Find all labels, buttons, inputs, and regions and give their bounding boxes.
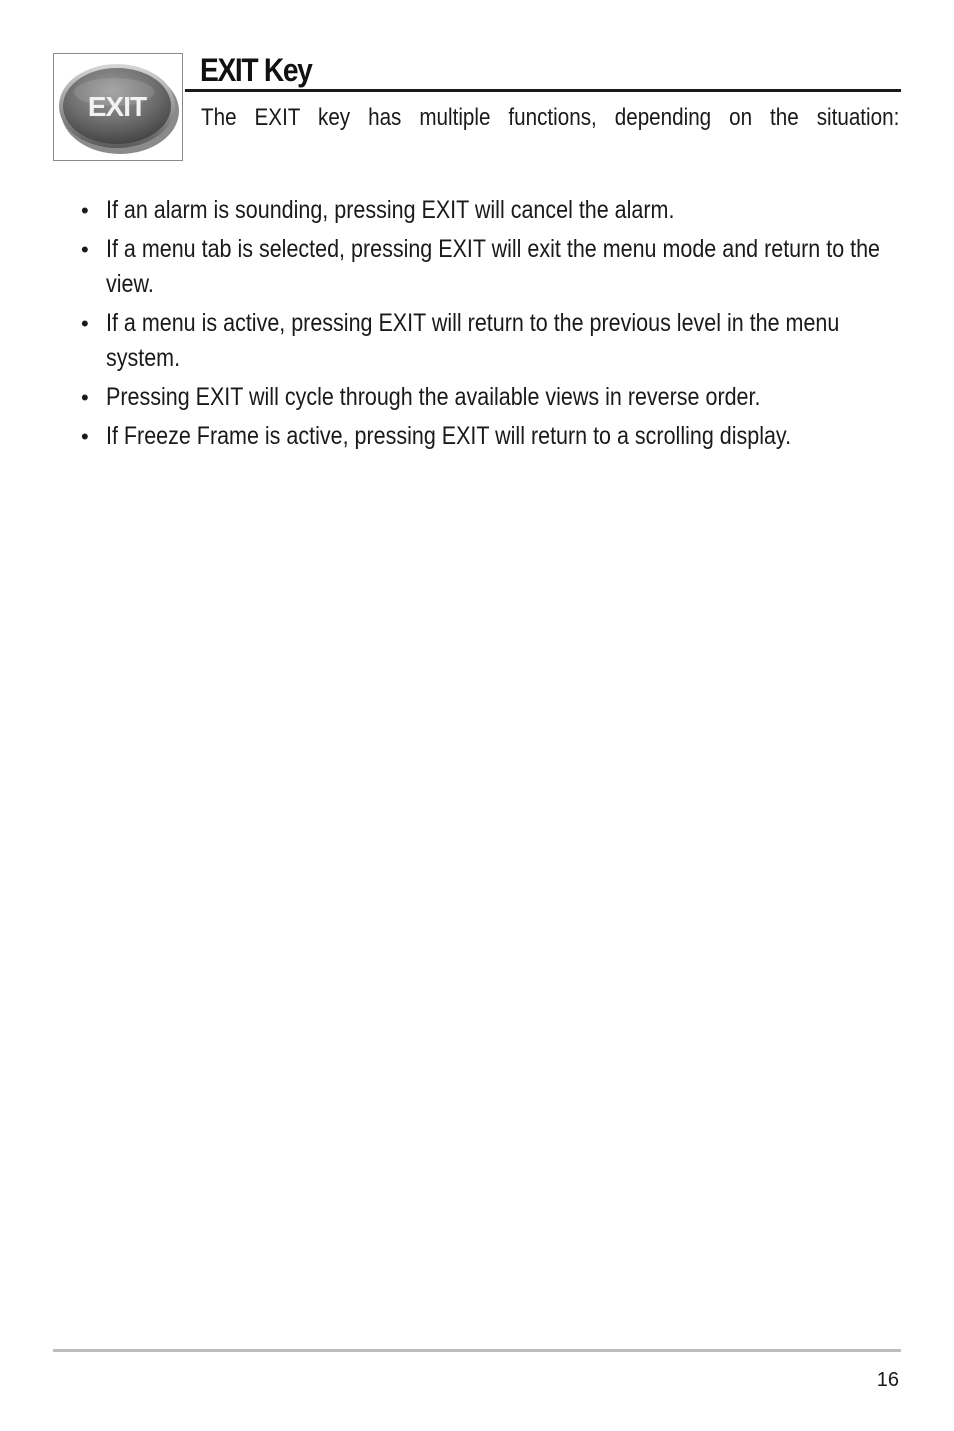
list-item (78, 419, 900, 454)
bullet-icon: • (81, 385, 89, 410)
footer-divider (53, 1349, 901, 1352)
exit-key-icon (54, 54, 184, 162)
exit-functions-list (78, 193, 900, 458)
list-item (78, 306, 900, 376)
title-divider (185, 89, 901, 92)
list-item (78, 380, 900, 415)
page-number: 16 (876, 1369, 899, 1391)
bullet-icon: • (81, 237, 89, 262)
list-item-text: If Freeze Frame is active, pressing EXIT will return to a scrolling display. (106, 422, 792, 450)
list-item-text: If a menu is active, pressing EXIT will return to the previous level in the menu system. (106, 309, 840, 372)
list-item (78, 193, 900, 228)
intro-paragraph: The EXIT key has multiple functions, depending on the situation: (201, 104, 900, 131)
section-title: EXIT Key (200, 52, 312, 88)
list-item (78, 232, 900, 302)
bullet-icon: • (81, 424, 89, 449)
exit-key-figure (53, 53, 183, 161)
bullet-icon: • (81, 198, 89, 223)
list-item-text: Pressing EXIT will cycle through the available views in reverse order. (106, 383, 761, 411)
exit-key-label: EXIT (87, 91, 147, 122)
list-item-text: If an alarm is sounding, pressing EXIT will cancel the alarm. (106, 196, 675, 224)
bullet-icon: • (81, 311, 89, 336)
list-item-text: If a menu tab is selected, pressing EXIT will exit the menu mode and return to the view. (106, 235, 881, 298)
